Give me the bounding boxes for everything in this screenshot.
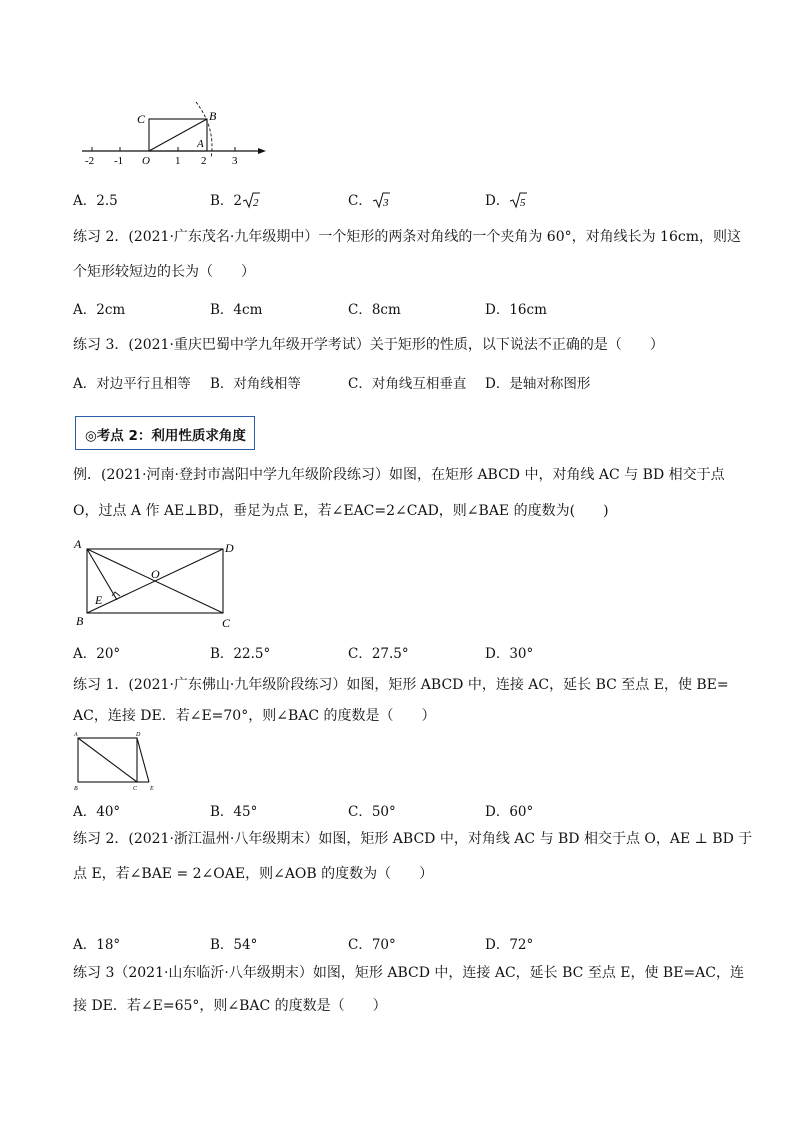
exercise-3b-line1: 练习 3（2021·山东临沂·八年级期末）如图，矩形 ABCD 中，连接 AC，延长 BC 至点 E，使 BE=AC，连 (73, 965, 744, 981)
point-label-b: B (74, 786, 78, 792)
option-b: B．4cm (210, 302, 263, 318)
option-d: D． 5 (485, 193, 526, 209)
exercise-2b-line2: 点 E，若∠BAE = 2∠OAE，则∠AOB 的度数为（ ） (73, 866, 434, 882)
exercise-3a-line1: 练习 3．(2021·重庆巴蜀中学九年级开学考试）关于矩形的性质，以下说法不正确的是（ ） (73, 337, 664, 353)
option-b: B．对角线相等 (210, 376, 301, 392)
point-label-c: C (222, 616, 231, 630)
tick-label: 1 (175, 155, 181, 167)
option-d: D．30° (485, 646, 534, 662)
example-line2: O，过点 A 作 AE⊥BD，垂足为点 E，若∠EAC=2∠CAD，则∠BAE 的度数为( ) (73, 503, 609, 519)
point-label-e: E (150, 786, 154, 792)
option-b: B．54° (210, 937, 258, 953)
point-label-a: A (197, 138, 204, 150)
tick-label: 3 (232, 155, 238, 167)
sqrt-5-icon (509, 191, 527, 209)
exercise-2a-line1: 练习 2．(2021·广东茂名·九年级期中）一个矩形的两条对角线的一个夹角为 60°，对角线长为 16cm，则这 (73, 229, 741, 245)
point-label-c: C (137, 112, 146, 126)
exercise-2b-options (73, 933, 773, 953)
prev-question-options (73, 189, 773, 209)
example-rectangle-figure (70, 536, 242, 630)
option-d: D．16cm (485, 302, 547, 318)
option-b: B．22.5° (210, 646, 271, 662)
exercise-2a-options (73, 298, 773, 318)
point-label-a: A (74, 732, 78, 738)
option-c: C．对角线互相垂直 (348, 376, 467, 392)
option-c: C． 3 (348, 193, 389, 209)
option-a: A．18° (73, 937, 121, 953)
tick-label: O (142, 155, 150, 167)
point-label-c: C (133, 786, 138, 792)
sqrt-3-icon (372, 191, 390, 209)
tick-label: -1 (114, 155, 124, 167)
exercise-1-figure (70, 730, 162, 792)
point-label-d: D (136, 732, 141, 738)
point-label-b: B (76, 614, 84, 628)
svg-text:5: 5 (520, 197, 526, 209)
option-d: D．是轴对称图形 (485, 376, 591, 392)
exercise-1-options (73, 800, 773, 820)
option-d: D．72° (485, 937, 534, 953)
option-a: A．20° (73, 646, 121, 662)
sqrt-2-icon (242, 191, 260, 209)
tick-label: 2 (201, 155, 207, 167)
svg-text:2: 2 (253, 197, 259, 209)
svg-text:3: 3 (382, 197, 389, 209)
topic-label: ◎考点 2：利用性质求角度 (85, 428, 246, 444)
exercise-2a-line2: 个矩形较短边的长为（ ） (73, 264, 255, 280)
option-c: C．27.5° (348, 646, 409, 662)
exercise-3b-line2: 接 DE．若∠E=65°，则∠BAC 的度数是（ ） (73, 998, 387, 1014)
point-label-a: A (74, 537, 82, 551)
point-label-o: O (151, 567, 160, 581)
option-a: A．2cm (73, 302, 126, 318)
topic-header (75, 416, 255, 450)
number-line-figure (76, 98, 276, 170)
example-options (73, 642, 773, 662)
option-b: B．2 2 (210, 193, 259, 209)
exercise-1-line2: AC，连接 DE．若∠E=70°，则∠BAC 的度数是（ ） (73, 708, 436, 724)
option-c: C．70° (348, 937, 396, 953)
tick-label: -2 (85, 155, 95, 167)
point-label-b: B (209, 109, 217, 123)
option-b: B．45° (210, 804, 258, 820)
exercise-3a-options (73, 372, 773, 392)
point-label-e: E (95, 593, 103, 607)
exercise-2b-line1: 练习 2．(2021·浙江温州·八年级期末）如图，矩形 ABCD 中，对角线 AC 与 BD 相交于点 O，AE ⊥ BD 于 (73, 831, 753, 847)
option-c: C．8cm (348, 302, 401, 318)
option-a: A．2.5 (73, 193, 118, 209)
option-c: C．50° (348, 804, 396, 820)
exercise-1-line1: 练习 1．(2021·广东佛山·九年级阶段练习）如图，矩形 ABCD 中，连接 AC，延长 BC 至点 E，使 BE= (73, 677, 729, 693)
point-label-d: D (225, 541, 234, 555)
example-line1: 例．(2021·河南·登封市嵩阳中学九年级阶段练习）如图，在矩形 ABCD 中，对角线 AC 与 BD 相交于点 (73, 467, 725, 483)
option-d: D．60° (485, 804, 534, 820)
option-a: A．40° (73, 804, 121, 820)
option-a: A．对边平行且相等 (73, 376, 191, 392)
